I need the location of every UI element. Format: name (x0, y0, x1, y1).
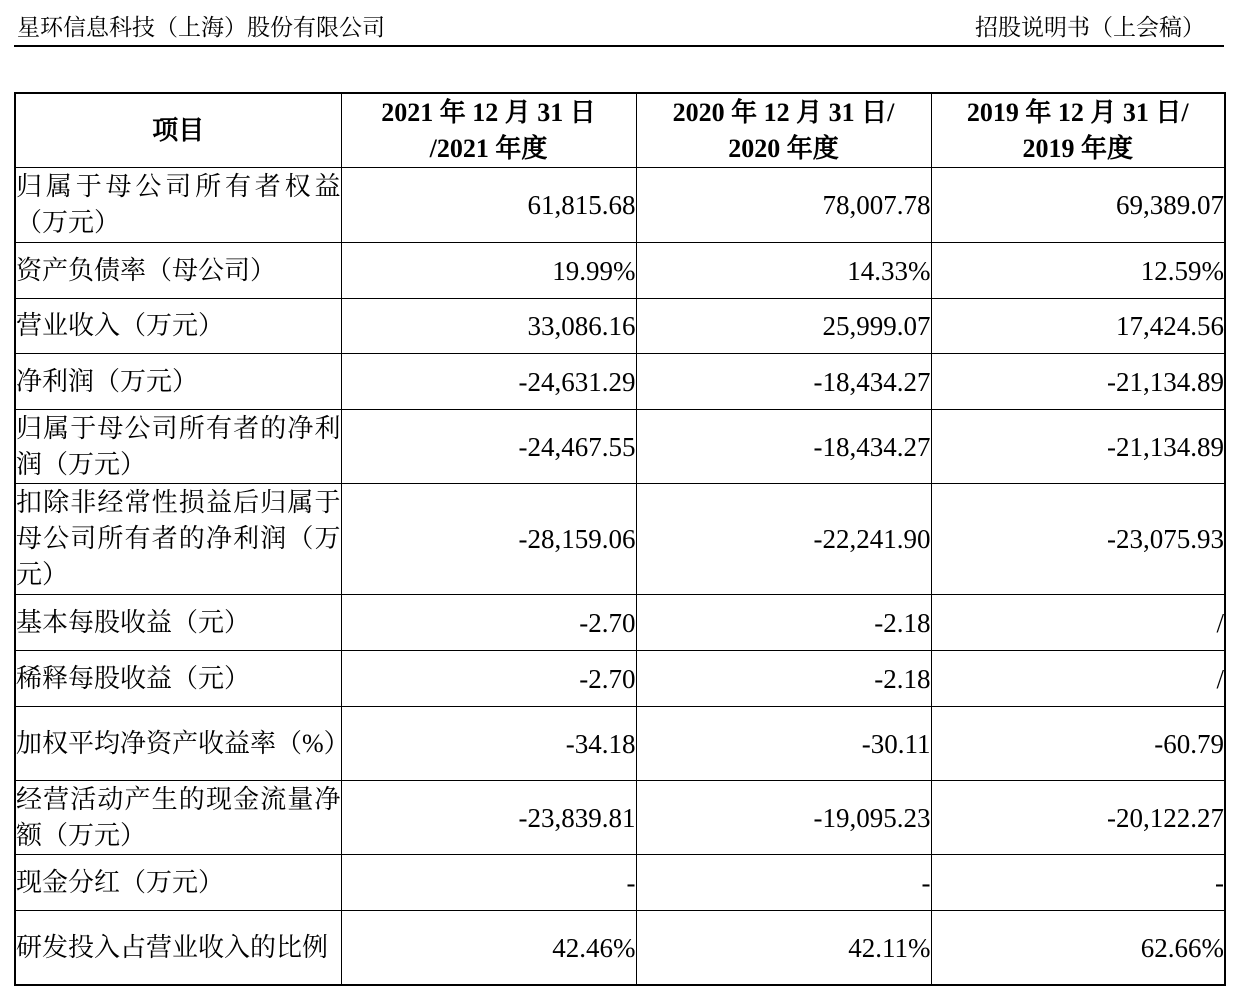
value-2020: -19,095.23 (636, 781, 931, 855)
value-2019: 69,389.07 (931, 168, 1225, 243)
value-2021: - (341, 855, 636, 911)
column-header-line: 2019 年 12 月 31 日/ (966, 97, 1189, 127)
value-2021: -2.70 (341, 651, 636, 707)
value-2019: -21,134.89 (931, 410, 1225, 484)
value-2020: 14.33% (636, 243, 931, 299)
value-2021: -24,631.29 (341, 354, 636, 410)
row-label: 净利润（万元） (15, 354, 341, 410)
value-2019: - (931, 855, 1225, 911)
table-row (15, 484, 1225, 595)
table-row (15, 168, 1225, 243)
table-row (15, 781, 1225, 855)
value-2021: -23,839.81 (341, 781, 636, 855)
table-row (15, 651, 1225, 707)
value-2020: -2.18 (636, 651, 931, 707)
value-2019: 12.59% (931, 243, 1225, 299)
column-header-line: 2019 年度 (1022, 133, 1133, 163)
table-row (15, 410, 1225, 484)
table-row (15, 911, 1225, 986)
row-label: 稀释每股收益（元） (15, 651, 341, 707)
row-label: 归属于母公司所有者的净利润（万元） (15, 410, 341, 484)
table-row (15, 595, 1225, 651)
value-2021: 19.99% (341, 243, 636, 299)
value-2019: / (931, 651, 1225, 707)
table-header-row (15, 93, 1225, 168)
value-2021: -2.70 (341, 595, 636, 651)
value-2021: -28,159.06 (341, 484, 636, 595)
row-label: 归属于母公司所有者权益（万元） (15, 168, 341, 243)
value-2019: 17,424.56 (931, 299, 1225, 354)
row-label: 基本每股收益（元） (15, 595, 341, 651)
row-label: 扣除非经常性损益后归属于母公司所有者的净利润（万元） (15, 484, 341, 595)
row-label: 营业收入（万元） (15, 299, 341, 354)
value-2019: / (931, 595, 1225, 651)
value-2020: -2.18 (636, 595, 931, 651)
value-2020: -30.11 (636, 707, 931, 781)
column-header-2021 (341, 93, 636, 168)
value-2021: 33,086.16 (341, 299, 636, 354)
value-2020: -18,434.27 (636, 410, 931, 484)
row-label: 经营活动产生的现金流量净额（万元） (15, 781, 341, 855)
column-header-line: 2020 年 12 月 31 日/ (672, 97, 895, 127)
row-label: 资产负债率（母公司） (15, 243, 341, 299)
column-header-line: 2020 年度 (728, 133, 839, 163)
value-2021: -24,467.55 (341, 410, 636, 484)
column-header-item: 项目 (15, 93, 341, 168)
table-row (15, 855, 1225, 911)
row-label: 研发投入占营业收入的比例 (15, 911, 341, 986)
document-title: 招股说明书（上会稿） (975, 15, 1205, 40)
value-2020: -18,434.27 (636, 354, 931, 410)
value-2021: 61,815.68 (341, 168, 636, 243)
value-2019: -21,134.89 (931, 354, 1225, 410)
value-2019: -60.79 (931, 707, 1225, 781)
column-header-2020 (636, 93, 931, 168)
value-2019: 62.66% (931, 911, 1225, 986)
value-2020: 25,999.07 (636, 299, 931, 354)
financial-summary-table (14, 92, 1226, 986)
value-2019: -20,122.27 (931, 781, 1225, 855)
value-2020: -22,241.90 (636, 484, 931, 595)
value-2020: 78,007.78 (636, 168, 931, 243)
column-header-line: /2021 年度 (429, 133, 548, 163)
company-name: 星环信息科技（上海）股份有限公司 (17, 15, 385, 40)
value-2020: 42.11% (636, 911, 931, 986)
value-2021: 42.46% (341, 911, 636, 986)
value-2021: -34.18 (341, 707, 636, 781)
column-header-line: 2021 年 12 月 31 日 (381, 97, 596, 127)
header-divider (14, 45, 1224, 47)
value-2019: -23,075.93 (931, 484, 1225, 595)
table-row (15, 243, 1225, 299)
table-row (15, 707, 1225, 781)
value-2020: - (636, 855, 931, 911)
row-label: 现金分红（万元） (15, 855, 341, 911)
column-header-2019 (931, 93, 1225, 168)
row-label: 加权平均净资产收益率（%） (15, 707, 341, 781)
table-row (15, 354, 1225, 410)
table-row (15, 299, 1225, 354)
